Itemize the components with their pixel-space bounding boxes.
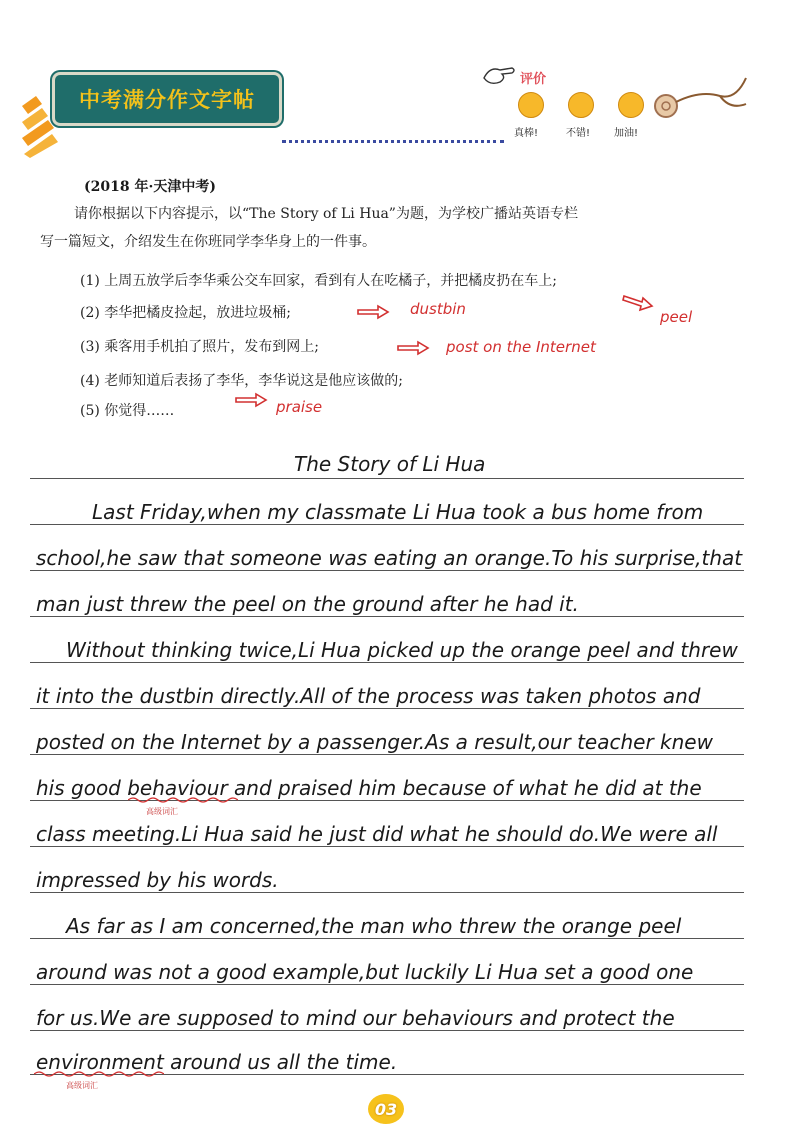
eval-label-great: 真棒! [514,128,539,139]
page-number: 03 [368,1094,404,1124]
prompt-item-5: (5) 你觉得…… [80,403,175,419]
button-string-icon [650,70,750,130]
note-internet: post on the Internet [446,338,596,356]
arrow-icon [234,392,268,410]
essay-line: environment around us all the time. [36,1050,398,1074]
prompt-intro-1: 请你根据以下内容提示，以“The Story of Li Hua”为题，为学校广播站英语专栏 [74,206,578,222]
rule-line [30,616,744,617]
essay-line: class meeting.Li Hua said he just did what he should do.We were all [36,822,718,846]
rule-line [30,938,744,939]
arrow-icon [356,304,390,320]
banner-title: 中考满分作文字帖 [79,88,255,112]
prompt-item-3: (3) 乘客用手机拍了照片，发布到网上; [80,339,319,355]
note-peel: peel [660,308,693,326]
wavy-underline [34,1070,164,1078]
hand-icon [480,60,520,90]
try-harder-face-icon [618,92,644,118]
advanced-vocab-tag: 高级词汇 [66,1081,98,1090]
note-dustbin: dustbin [410,300,466,318]
good-face-icon [568,92,594,118]
arrow-icon [396,340,430,356]
essay-line: posted on the Internet by a passenger.As a result,our teacher knew [36,730,713,754]
essay-line: As far as I am concerned,the man who threw the orange peel [66,914,682,938]
rule-line [30,754,744,755]
rule-line [30,662,744,663]
wavy-underline [128,796,238,804]
banner [52,72,282,126]
rule-line [30,892,744,893]
essay-line: man just threw the peel on the ground after he had it. [36,592,579,616]
essay-line: his good behaviour and praised him because of what he did at the [36,776,702,800]
essay-line: school,he saw that someone was eating an orange.To his surprise,that [36,546,743,570]
prompt-item-1: (1) 上周五放学后李华乘公交车回家，看到有人在吃橘子，并把橘皮扔在车上; [80,273,557,289]
rule-line [30,524,744,525]
evaluation-panel [480,60,760,150]
rule-line [30,478,744,479]
note-praise: praise [276,398,323,416]
essay-line: impressed by his words. [36,868,279,892]
eval-title: 评价 [520,72,547,87]
dotted-divider [282,140,504,143]
rule-line [30,708,744,709]
eval-label-good: 不错! [566,128,591,139]
rule-line [30,984,744,985]
rule-line [30,1030,744,1031]
great-face-icon [518,92,544,118]
essay-line: Without thinking twice,Li Hua picked up the orange peel and threw [66,638,738,662]
exam-source: (2018 年·天津中考) [84,179,216,195]
arrow-icon [622,292,656,312]
essay-line: it into the dustbin directly.All of the process was taken photos and [36,684,701,708]
prompt-item-2: (2) 李华把橘皮捡起，放进垃圾桶; [80,305,291,321]
essay-line: Last Friday,when my classmate Li Hua took a bus home from [92,500,704,524]
advanced-vocab-tag: 高级词汇 [146,807,178,816]
prompt-intro-2: 写一篇短文，介绍发生在你班同学李华身上的一件事。 [40,234,376,250]
essay-line: around was not a good example,but luckily Li Hua set a good one [36,960,694,984]
prompt-item-4: (4) 老师知道后表扬了李华，李华说这是他应该做的; [80,373,403,389]
rule-line [30,846,744,847]
essay-line: for us.We are supposed to mind our behaviours and protect the [36,1006,675,1030]
essay-title: The Story of Li Hua [294,452,486,476]
rule-line [30,570,744,571]
eval-label-try: 加油! [614,128,639,139]
